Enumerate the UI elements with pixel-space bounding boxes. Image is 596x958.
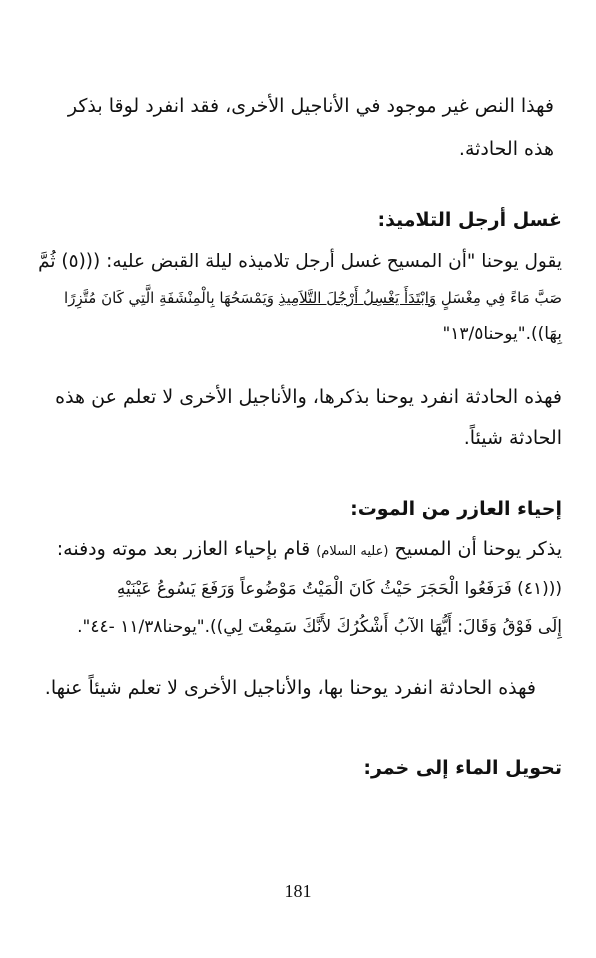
section-heading: تحويل الماء إلى خمر:: [363, 757, 562, 779]
paragraph-line: الحادثة شيئاً.: [463, 427, 562, 449]
honorific-text: (عليه السلام): [316, 544, 389, 559]
paragraph-line: [57, 536, 562, 565]
section-heading: إحياء العازر من الموت:: [350, 498, 562, 520]
section-heading: غسل أرجل التلاميذ:: [377, 209, 562, 231]
verse-reference-line: بِهَا))."يوحنا١٣/٥": [442, 324, 562, 344]
verse-line: [64, 285, 562, 311]
paragraph-text: يذكر يوحنا أن المسيح: [388, 538, 562, 560]
paragraph-text: قام بإحياء العازر بعد موته ودفنه:: [56, 538, 317, 560]
verse-underlined-text: وَابْتَدَأَ يَغْسِلُ أَرْجُلَ التَّلاَمِيذِ: [278, 289, 437, 307]
verse-text: وَيَمْسَحُهَا بِالْمِنْشَفَةِ الَّتِي كَانَ مُتَّزِرًا: [64, 289, 279, 307]
verse-line: (((٤١) فَرَفَعُوا الْحَجَرَ حَيْثُ كَانَ الْمَيْتُ مَوْضُوعاً وَرَفَعَ يَسُوعُ عَيْنَيْهِ: [116, 579, 562, 599]
verse-line: إِلَى فَوْقُ وَقَالَ: أَيُّهَا الآبُ أَشْكُرُكَ لأَنَّكَ سَمِعْتَ لِي))."يوحنا١١/٣٨ -٤٤".: [77, 617, 562, 637]
paragraph-line: فهذه الحادثة انفرد يوحنا بذكرها، والأناجيل الأخرى لا تعلم عن هذه: [55, 386, 562, 408]
page-number: 181: [284, 881, 312, 901]
paragraph-line: فهذا النص غير موجود في الأناجيل الأخرى، فقد انفرد لوقا بذكر: [67, 95, 554, 117]
paragraph-line: يقول يوحنا "أن المسيح غسل أرجل تلاميذه ليلة القبض عليه: ((‏(٥) ثُمَّ: [38, 251, 562, 272]
paragraph-line: هذه الحادثة.: [458, 138, 554, 160]
verse-text: صَبَّ مَاءً فِي مِغْسَلٍ: [436, 289, 562, 307]
paragraph-line: فهذه الحادثة انفرد يوحنا بها، والأناجيل الأخرى لا تعلم شيئاً عنها.: [44, 677, 536, 699]
